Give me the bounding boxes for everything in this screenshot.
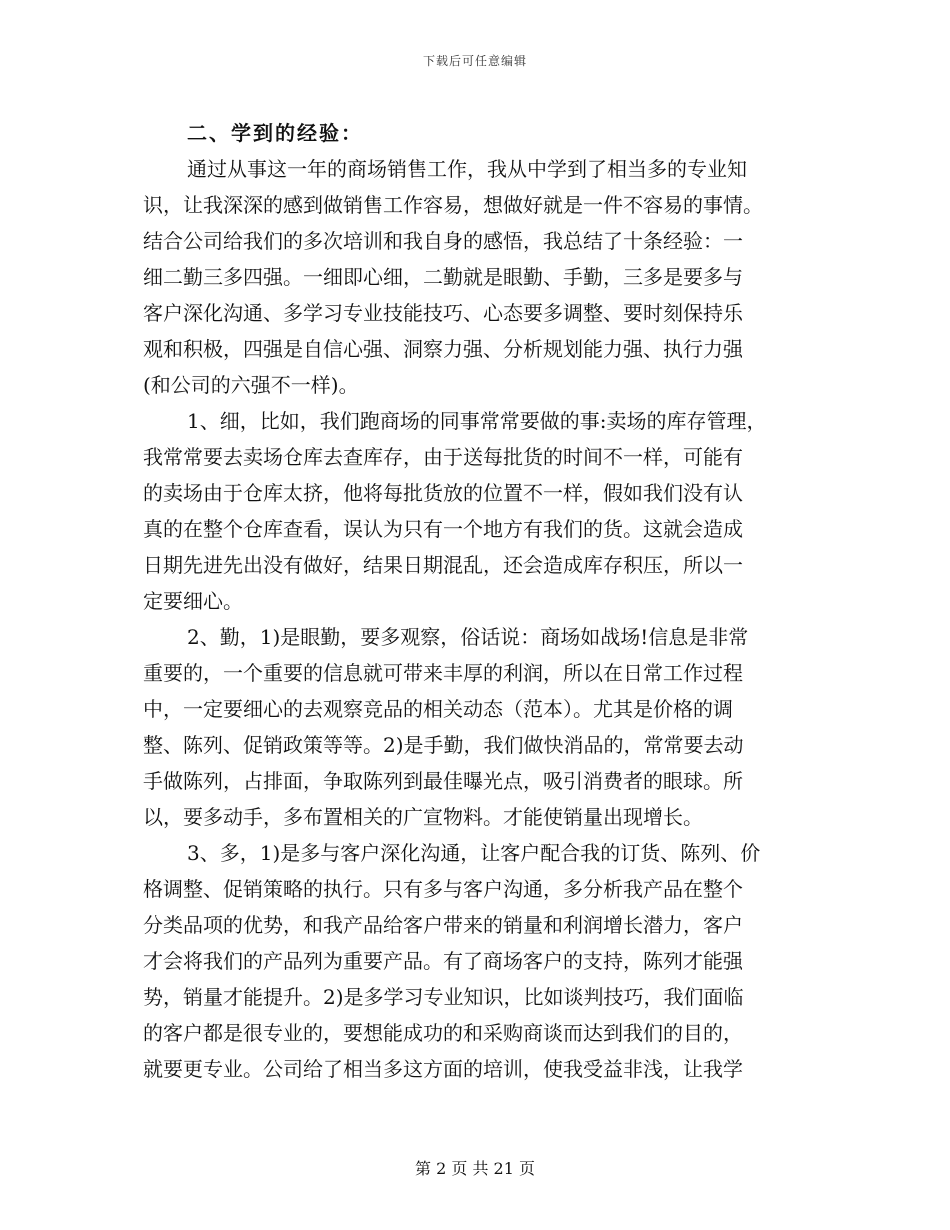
text-line: 就要更专业。公司给了相当多这方面的培训，使我受益非浅，让我学 (143, 1057, 743, 1081)
text-line: 1、细，比如，我们跑商场的同事常常要做的事:卖场的库存管理， (187, 409, 767, 433)
text-line: 手做陈列，占排面，争取陈列到最佳曝光点，吸引消费者的眼球。所 (143, 769, 743, 793)
page-number-footer: 第 2 页 共 21 页 (415, 1159, 535, 1178)
text-line: 日期先进先出没有做好，结果日期混乱，还会造成库存积压，所以一 (143, 553, 743, 577)
text-line: 整、陈列、促销政策等等。2)是手勤，我们做快消品的，常常要去动 (143, 733, 744, 757)
text-line: 通过从事这一年的商场销售工作，我从中学到了相当多的专业知 (187, 157, 747, 181)
text-line: 识，让我深深的感到做销售工作容易，想做好就是一件不容易的事情。 (143, 193, 763, 217)
text-line: 观和积极，四强是自信心强、洞察力强、分析规划能力强、执行力强 (143, 337, 743, 361)
text-line: 我常常要去卖场仓库去查库存，由于送每批货的时间不一样，可能有 (143, 445, 743, 469)
text-line: 重要的，一个重要的信息就可带来丰厚的利润，所以在日常工作过程 (143, 661, 743, 685)
text-line: 2、勤，1)是眼勤，要多观察，俗话说：商场如战场!信息是非常 (187, 625, 749, 649)
text-line: 细二勤三多四强。一细即心细，二勤就是眼勤、手勤，三多是要多与 (143, 265, 743, 289)
text-line: (和公司的六强不一样)。 (143, 373, 359, 397)
section-heading: 二、学到的经验： (187, 121, 363, 145)
text-line: 真的在整个仓库查看，误认为只有一个地方有我们的货。这就会造成 (143, 517, 743, 541)
text-line: 中，一定要细心的去观察竞品的相关动态（范本）。尤其是价格的调 (143, 697, 733, 721)
text-line: 以，要多动手，多布置相关的广宣物料。才能使销量出现增长。 (143, 805, 703, 829)
text-line: 结合公司给我们的多次培训和我自身的感悟，我总结了十条经验：一 (143, 229, 743, 253)
document-body (143, 115, 807, 1087)
text-line: 客户深化沟通、多学习专业技能技巧、心态要多调整、要时刻保持乐 (143, 301, 743, 325)
text-line: 格调整、促销策略的执行。只有多与客户沟通，多分析我产品在整个 (143, 877, 743, 901)
text-line: 3、多，1)是多与客户深化沟通，让客户配合我的订货、陈列、价 (187, 841, 761, 865)
text-line: 分类品项的优势，和我产品给客户带来的销量和利润增长潜力，客户 (143, 913, 743, 937)
text-line: 定要细心。 (143, 589, 243, 613)
editable-header-note: 下载后可任意编辑 (422, 54, 527, 68)
text-line: 才会将我们的产品列为重要产品。有了商场客户的支持，陈列才能强 (143, 949, 743, 973)
text-line: 的卖场由于仓库太挤，他将每批货放的位置不一样，假如我们没有认 (143, 481, 743, 505)
paragraph-lines (143, 151, 807, 1087)
text-line: 势，销量才能提升。2)是多学习专业知识，比如谈判技巧，我们面临 (143, 985, 744, 1009)
text-line: 的客户都是很专业的，要想能成功的和采购商谈而达到我们的目的， (143, 1021, 743, 1045)
